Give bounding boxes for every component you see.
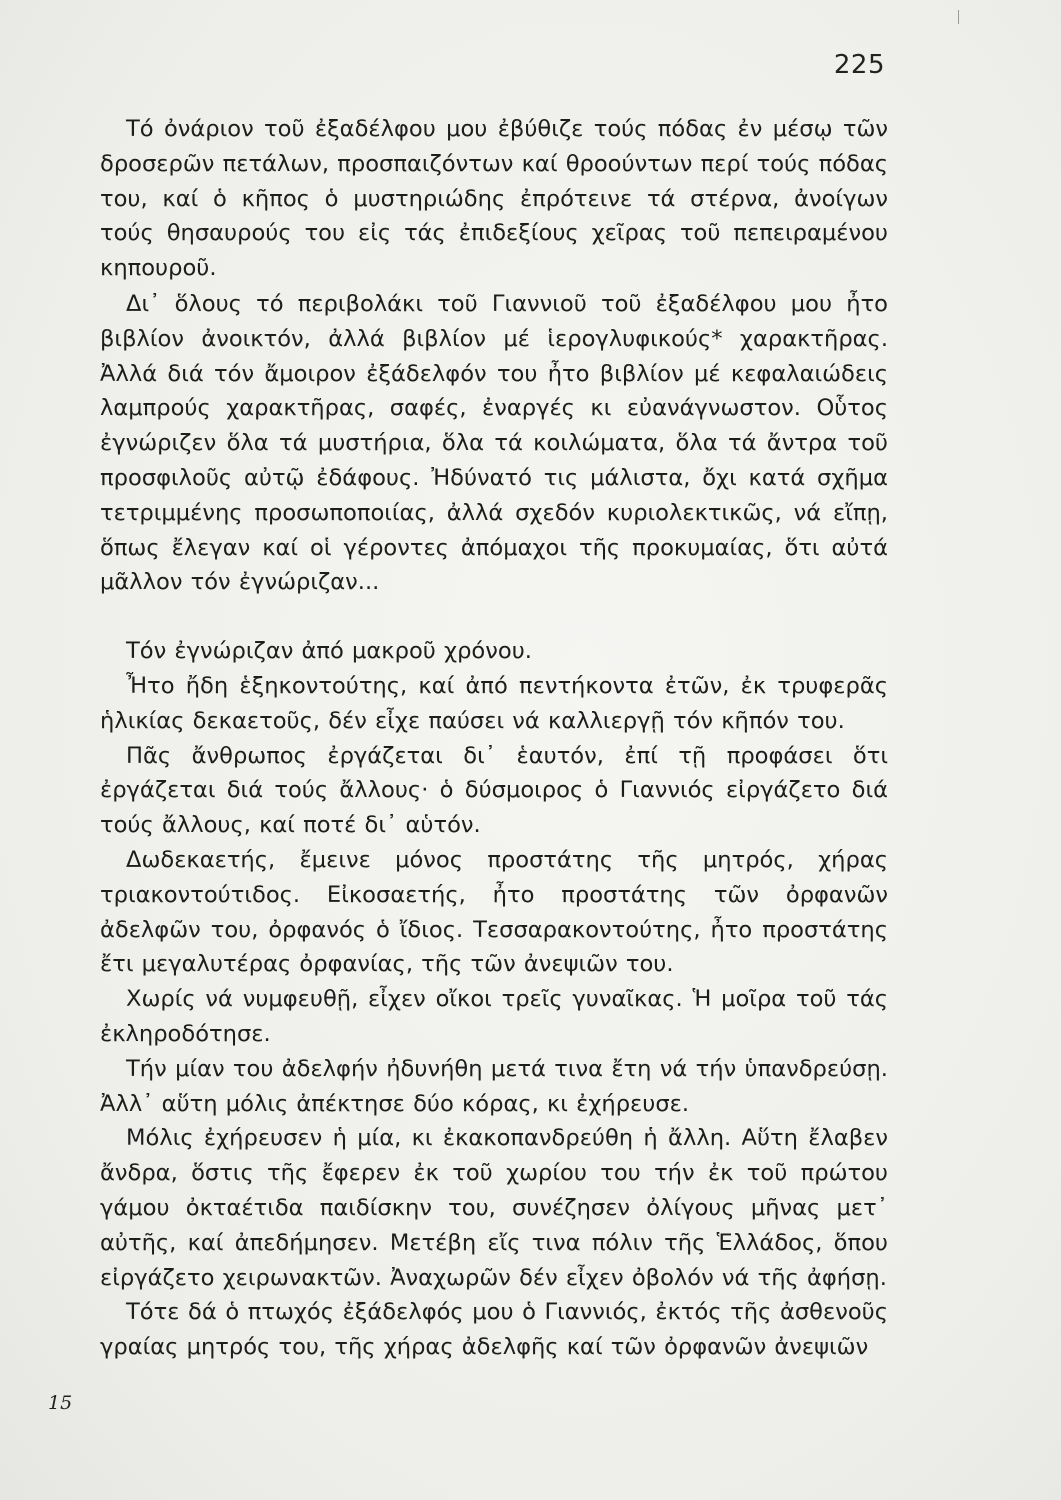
page-number: 225 [833,50,885,80]
paragraph: Τό ὀνάριον τοῦ ἐξαδέλφου μου ἐβύθιζε τούς πόδας ἐν μέσῳ τῶν δροσερῶν πετάλων, προσπαιζόντων καί θροούντων περί τούς πόδας του, καί ὁ κῆπος ὁ μυστηριώδης ἐπρότεινε τά στέρνα, ἀνοίγων τούς θησαυρούς του εἰς τάς ἐπιδεξίους χεῖρας τοῦ πεπειραμένου κηπουροῦ. [100,116,888,282]
paragraph: Πᾶς ἄνθρωπος ἐργάζεται δι᾽ ἑαυτόν, ἐπί τῇ προφάσει ὅτι ἐργάζεται διά τούς ἄλλους· ὁ δύσμοιρος ὁ Γιαννιός εἰργάζετο διά τούς ἄλλους, καί ποτέ δι᾽ αὑτόν. [100,742,888,839]
paragraph: Δωδεκαετής, ἔμεινε μόνος προστάτης τῆς μητρός, χήρας τριακοντούτιδος. Εἰκοσαετής, ἦτο προστάτης τῶν ὀρφανῶν ἀδελφῶν του, ὀρφανός ὁ ἴδιος. Τεσσαρακοντούτης, ἦτο προστάτης ἔτι μεγαλυτέρας ὀρφανίας, τῆς τῶν ἀνεψιῶν του. [100,846,888,978]
paragraph: Μόλις ἐχήρευσεν ἡ μία, κι ἐκακοπανδρεύθη ἡ ἄλλη. Αὕτη ἔλαβεν ἄνδρα, ὅστις τῆς ἔφερεν ἐκ τοῦ χωρίου του τήν ἐκ τοῦ πρώτου γάμου ὀκταέτιδα παιδίσκην του, συνέζησεν ὀλίγους μῆνας μετ᾽ αὐτῆς, καί ἀπεδήμησεν. Μετέβη εἴς τινα πόλιν τῆς Ἑλλάδος, ὅπου εἰργάζετο χειρωνακτῶν. Ἀναχωρῶν δέν εἶχεν ὀβολόν νά τῆς ἀφήσῃ. [100,1125,888,1291]
scan-mark [958,10,959,24]
signature-mark: 15 [48,1392,73,1414]
paragraph: Χωρίς νά νυμφευθῇ, εἶχεν οἴκοι τρεῖς γυναῖκας. Ἡ μοῖρα τοῦ τάς ἐκληροδότησε. [100,986,888,1047]
paragraph: Τήν μίαν του ἀδελφήν ἠδυνήθη μετά τινα ἔτη νά τήν ὑπανδρεύσῃ. Ἀλλ᾽ αὕτη μόλις ἀπέκτησε δύο κόρας, κι ἐχήρευσε. [100,1055,888,1117]
paragraph: Δι᾽ ὅλους τό περιβολάκι τοῦ Γιαννιοῦ τοῦ ἐξαδέλφου μου ἦτο βιβλίον ἀνοικτόν, ἀλλά βιβλίον μέ ἱερογλυφικούς* χαρακτῆρας. Ἀλλά διά τόν ἄμοιρον ἐξάδελφόν του ἦτο βιβλίον μέ κεφαλαιώδεις λαμπρούς χαρακτῆρας, σαφές, ἐναργές κι εὐανάγνωστον. Οὗτος ἐγνώριζεν ὅλα τά μυστήρια, ὅλα τά κοιλώματα, ὅλα τά ἄντρα τοῦ προσφιλοῦς αὐτῷ ἐδάφους. Ἠδύνατό τις μάλιστα, ὄχι κατά σχῆμα τετριμμένης προσωποποιίας, ἀλλά σχεδόν κυριολεκτικῶς, νά εἴπῃ, ὅπως ἔλεγαν καί οἱ γέροντες ἀπόμαχοι τῆς προκυμαίας, ὅτι αὐτά μᾶλλον τόν ἐγνώριζαν... [100,290,888,596]
paragraph: Τότε δά ὁ πτωχός ἐξάδελφός μου ὁ Γιαννιός, ἐκτός τῆς ἀσθενοῦς γραίας μητρός του, τῆς χήρας ἀδελφῆς καί τῶν ὀρφανῶν ἀνεψιῶν [100,1299,888,1361]
paragraph: Τόν ἐγνώριζαν ἀπό μακροῦ χρόνου. [126,638,532,665]
paragraph: Ἦτο ἤδη ἑξηκοντούτης, καί ἀπό πεντήκοντα ἐτῶν, ἐκ τρυφερᾶς ἡλικίας δεκαετοῦς, δέν εἶχε παύσει νά καλλιεργῇ τόν κῆπόν του. [100,672,888,734]
page-text [100,112,888,1365]
